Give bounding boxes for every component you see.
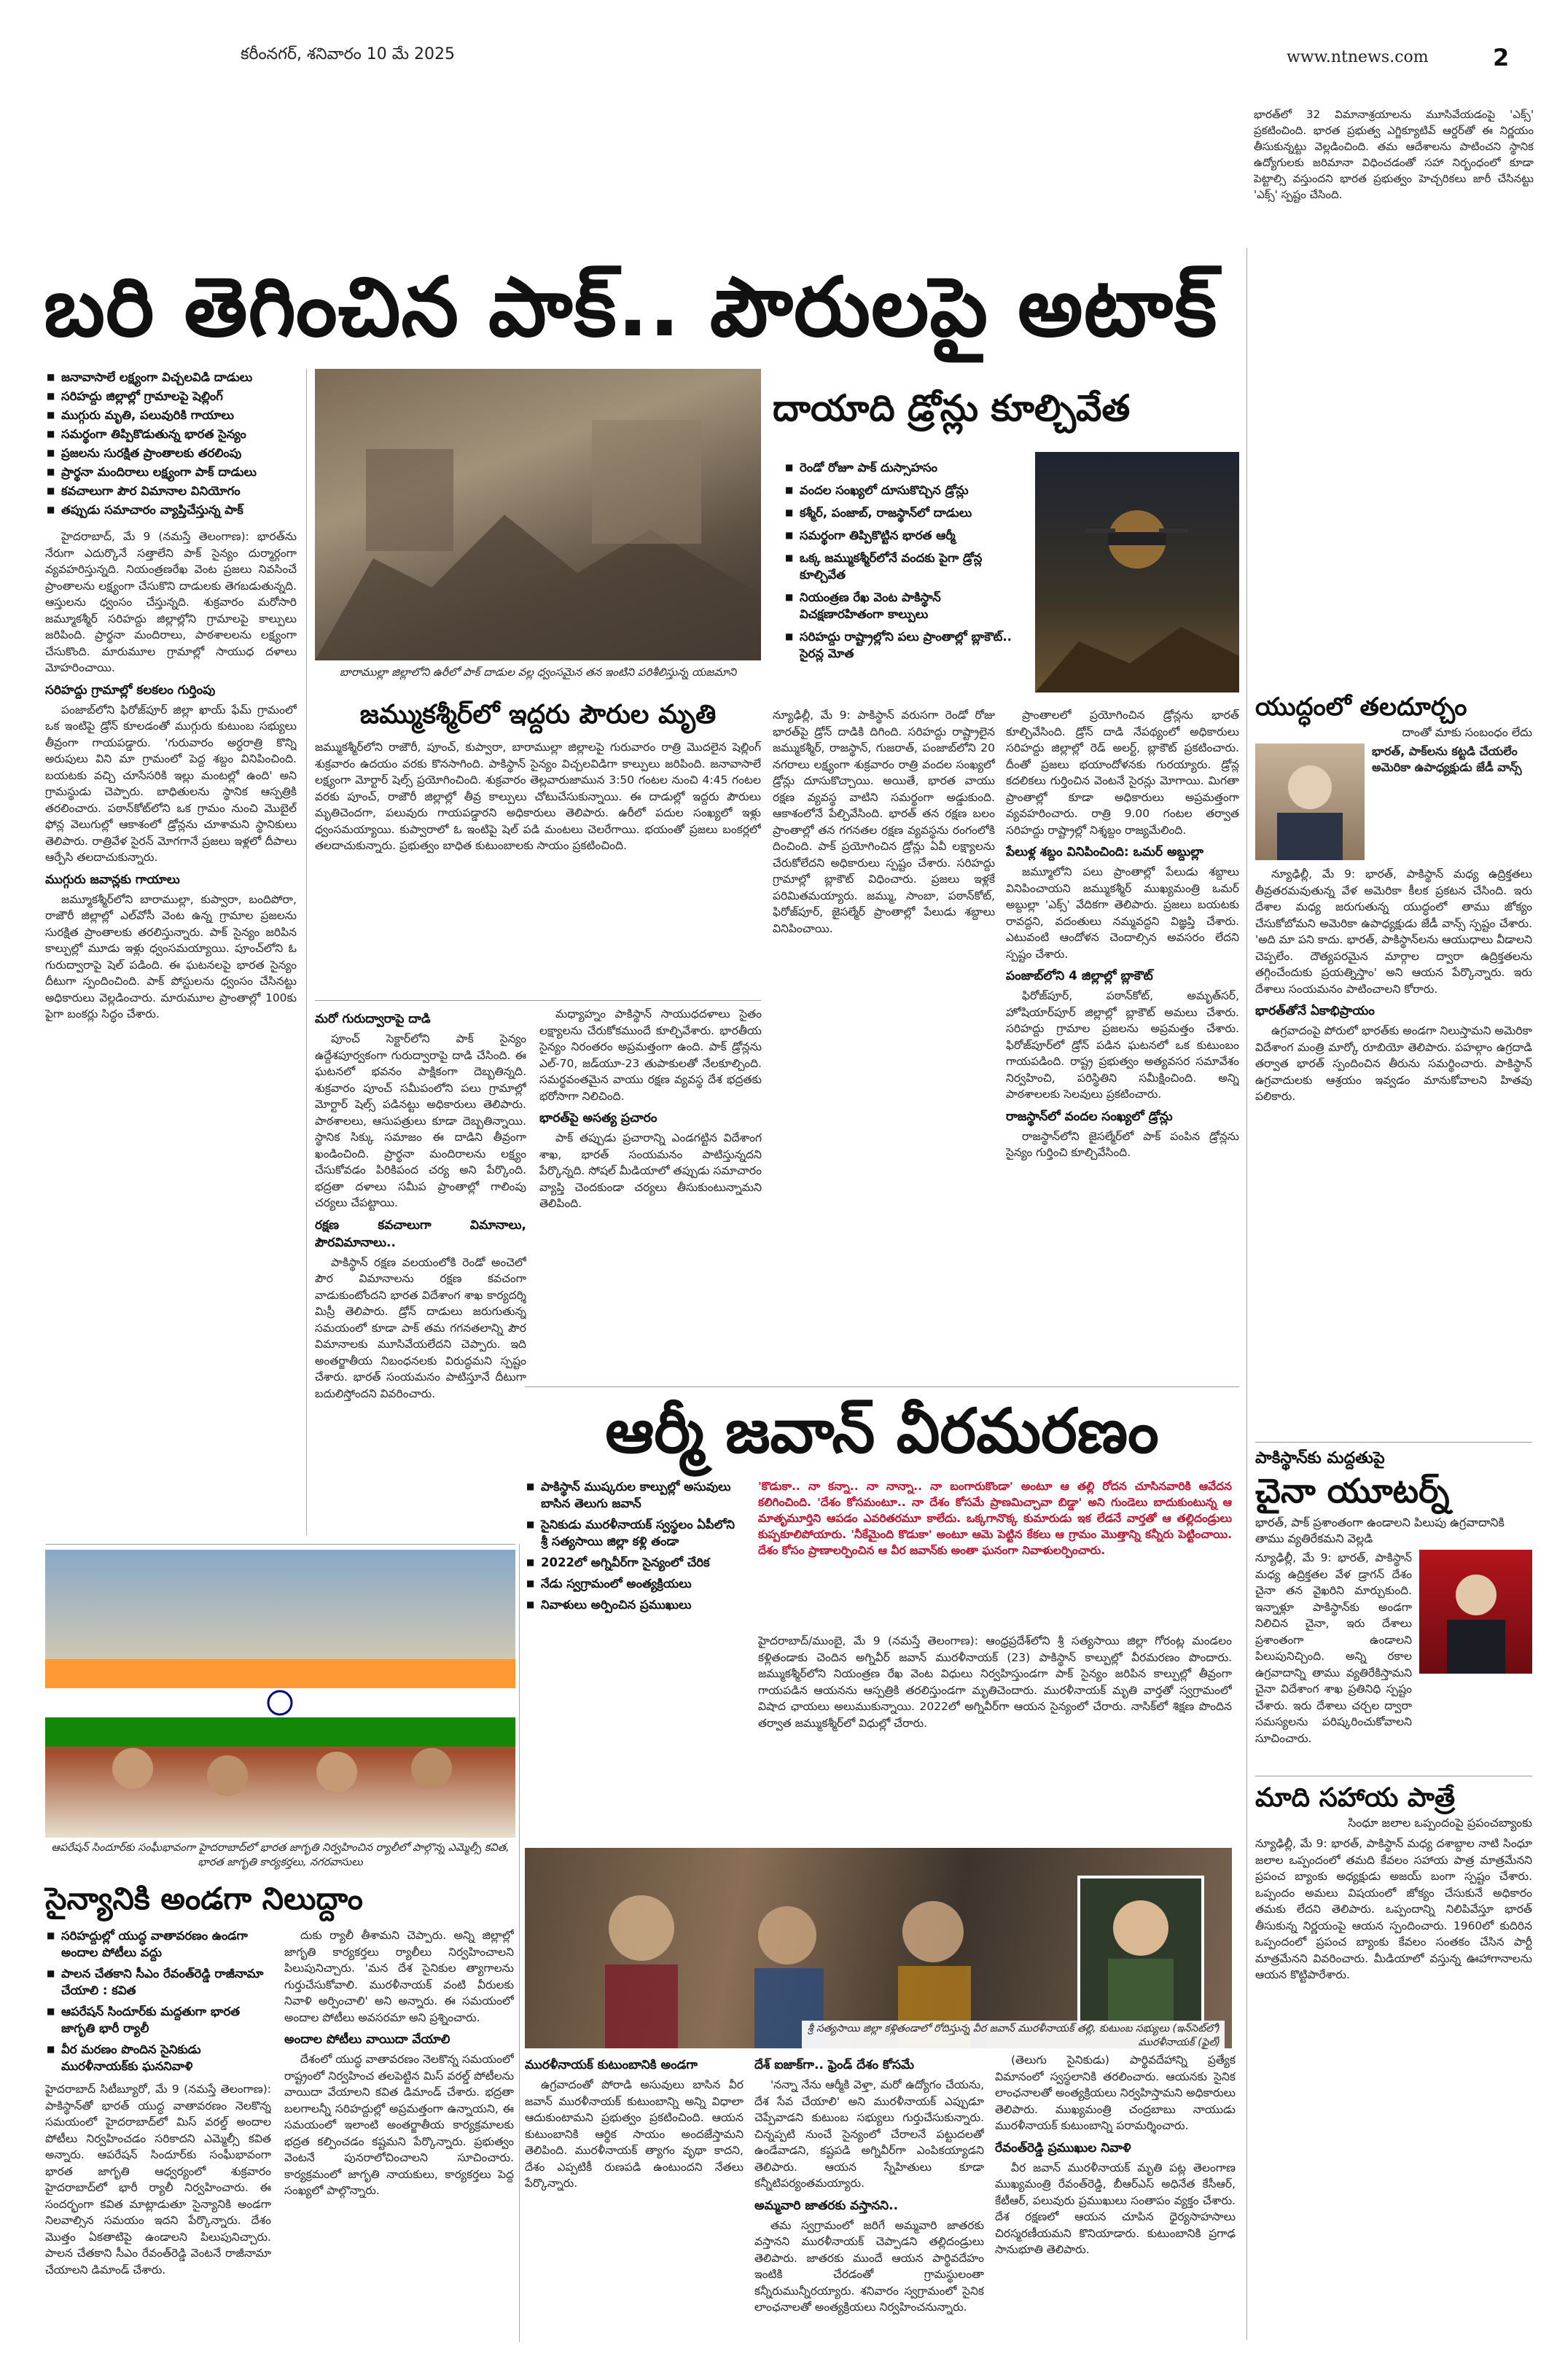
subhead: అందాల పోటీలు వాయిదా వేయాలి — [284, 2032, 450, 2047]
story4-bullets — [525, 1478, 744, 1618]
story3-col-b — [1006, 707, 1239, 1378]
bullet-item: ■ నివాళులు అర్పించిన ప్రముఖులు — [525, 1596, 744, 1613]
sidebar2-headline: చైనా యూటర్న్ — [1255, 1471, 1450, 1510]
sidebar3-body: న్యూఢిల్లీ, మే 9: భారత్, పాకిస్థాన్ మధ్య దశాబ్దాల నాటి సింధూ జలాల ఒప్పందంలో తమది కేవలం సహాయ పాత్ర మాత్రమేనని ప్రపంచ బ్యాంకు అధ్యక్షుడు అజయ్ బంగా స్పష్టం చేశారు. ఒప్పందం అమలు విషయంలో జోక్యం చేసుకునే అధికారం తమకు లేదని తెలిపారు. ఒప్పందాన్ని నిలిపివేస్తూ భారత్ తీసుకున్న నిర్ణయంపై ఆయన స్పందించారు. 1960లో కుదిరిన ఒప్పందంలో ప్రపంచ బ్యాంకు కేవలం సంతకం చేసిన పార్టీ మాత్రమేనని వివరించారు. మీడియాలో వస్తున్న ఊహాగానాలను ఆయన కొట్టిపారేశారు. — [1255, 1837, 1532, 1981]
story5-photo-caption: ఆపరేషన్ సిందూర్‌కు సంఘీభావంగా హైదరాబాద్‌లో భారత జాగృతి నిర్వహించిన ర్యాలీలో పాల్గొన్న ఎమ్మెల్సీ కవిత, భారత జాగృతి కార్యకర్తలు, నగరవాసులు — [51, 1842, 510, 1868]
story3-bullets — [784, 459, 1024, 668]
story2-col-a — [315, 1006, 526, 1516]
main-headline: బరి తెగించిన పాక్.. పౌరులపై అటాక్ — [44, 260, 1218, 355]
bullet-item: ■ వందల సంఖ్యలో దూసుకొచ్చిన డ్రోన్లు — [784, 482, 1024, 499]
story4-col-c — [995, 2052, 1236, 2344]
bullet-item: ■ సరిహద్దుల్లో యుద్ధ వాతావరణం ఉండగా అందాల పోటీలు వద్దు — [45, 1927, 271, 1961]
drone-icon — [1035, 452, 1239, 692]
story1-bullets — [45, 369, 297, 518]
bullet-item: ■ తప్పుడు సమాచారం వ్యాప్తిచేస్తున్న పాక్ — [45, 502, 297, 518]
paragraph: పాకిస్థాన్ రక్షణ వలయంలోకి రెండో అంచెలో పౌర విమానాలను రక్షణ కవచంగా వాడుకుంటోందని భారత విదేశాంగ శాఖ కార్యదర్శి మిస్రీ తెలిపారు. డ్రోన్ దాడులు జరుగుతున్న సమయంలో కూడా పాక్ తమ గగనతలాన్ని పౌర విమానాలకు మూసివేయలేదని చెప్పారు. ఇది అంతర్జాతీయ నిబంధనలకు విరుద్ధమని స్పష్టం చేశారు. భారత్ సంయమనం పాటిస్తూనే దీటుగా బదులిస్తోందని వివరించారు. — [315, 1255, 526, 1400]
story2-photo — [315, 369, 761, 660]
mourning-family-photo-icon — [525, 1848, 1232, 2048]
website-link[interactable]: www.ntnews.com — [1287, 48, 1429, 66]
sidebar1-headline: యుద్ధంలో తలదూర్చం — [1255, 692, 1467, 722]
subhead: మురళీనాయక్ కుటుంబానికి అండగా — [525, 2058, 698, 2072]
masthead — [0, 0, 1557, 80]
bullet-item: ■ రెండో రోజూ పాక్ దుస్సాహసం — [784, 459, 1024, 476]
bullet-item: ■ జనావాసాలే లక్ష్యంగా విచ్చలవిడి దాడులు — [45, 369, 297, 386]
sidebar3-kicker: సింధూ జలాల ఒప్పందంపై ప్రపంచబ్యాంకు — [1348, 1816, 1532, 1830]
subhead: అమ్మవారి జాతరకు వస్తానని.. — [754, 2198, 899, 2213]
dateline: కరీంనగర్, శనివారం 10 మే 2025 — [241, 45, 456, 63]
paragraph: దేశంలో యుద్ధ వాతావరణం నెలకొన్న సమయంలో రాష్ట్రంలో నిర్వహించ తలపెట్టిన మిస్ వరల్డ్ పోటీలను వాయిదా వేయాలని కవిత డిమాండ్ చేశారు. భద్రతా బలగాలన్నీ సరిహద్దుల్లో అప్రమత్తంగా ఉన్నాయని, ఈ సమయంలో ఇలాంటి అంతర్జాతీయ కార్యక్రమాలకు భద్రత కల్పించడం కష్టమని పేర్కొన్నారు. ప్రభుత్వం వెంటనే పునరాలోచించాలని సూచించారు. కార్యక్రమంలో జాగృతి నాయకులు, కార్యకర్తలు పెద్ద సంఖ్యలో పాల్గొన్నారు. — [284, 2053, 514, 2197]
bullet-item: ■ సరిహద్దు రాష్ట్రాల్లోని పలు ప్రాంతాల్లో బ్లాకౌట్.. సైరన్ల మోత — [784, 628, 1024, 662]
paragraph: న్యూఢిల్లీ, మే 9: భారత్, పాకిస్థాన్ మధ్య ఉద్రిక్తతలు తీవ్రతరమవుతున్న వేళ అమెరికా కీలక ప్రకటన చేసింది. ఇరు దేశాల మధ్య జరుగుతున్న యుద్ధంలో తాము జోక్యం చేసుకోబోమని అమెరికా ఉపాధ్యక్షుడు జేడీ వాన్స్ స్పష్టం చేశారు. 'అది మా పని కాదు. భారత్, పాకిస్థాన్‌లను ఆయుధాలు వీడాలని చెప్పలేం. దౌత్యపరమైన మార్గాల ద్వారా ఉద్రిక్తతలను తగ్గించేందుకు ప్రయత్నిస్తాం' అని ఆయన పేర్కొన్నారు. ఇరు దేశాలు సంయమనం పాటించాలని కోరారు. — [1255, 867, 1532, 996]
bullet-item: ■ 2022లో అగ్నివీర్‌గా సైన్యంలో చేరిక — [525, 1554, 744, 1571]
subhead: మరో గురుద్వారాపై దాడి — [315, 1012, 431, 1026]
bullet-item: ■ కశ్మీర్, పంజాబ్, రాజస్థాన్‌లో దాడులు — [784, 504, 1024, 521]
bullet-item: ■ సరిహద్దు జిల్లాల్లో గ్రామాలపై షెల్లింగ్ — [45, 388, 297, 405]
paragraph: వీర జవాన్ మురళీనాయక్ మృతి పట్ల తెలంగాణ ముఖ్యమంత్రి రేవంత్‌రెడ్డి, బీఆర్‌ఎస్ అధినేత కేసీఆర్, కేటీఆర్, పలువురు ప్రముఖులు సంతాపం వ్యక్తం చేశారు. దేశ రక్షణలో ఆయన చూపిన ధైర్యసాహసాలు చిరస్మరణీయమని కొనియాడారు. కుటుంబానికి ప్రగాఢ సానుభూతి తెలిపారు. — [995, 2161, 1236, 2256]
sidebar1-photo — [1255, 744, 1365, 860]
paragraph: జమ్మూకశ్మీర్‌లోని బారాముల్లా, కుప్వారా, బందిపోరా, రాజౌరీ జిల్లాల్లో ఎల్‌వోసీ వెంట ఉన్న గ్రామాల ప్రజలను సురక్షిత ప్రాంతాలకు తరలిస్తున్నారు. పాక్ సైన్యం జరిపిన కాల్పుల్లో మూడు ఇళ్లు ధ్వంసమయ్యాయి. పూంచ్‌లోని ఓ గురుద్వారాపై షెల్ పడింది. ఈ ఘటనలపై భారత సైన్యం దీటుగా స్పందించింది. పాక్ పోస్టులను ధ్వంసం చేసినట్టు అధికారులు వెల్లడించారు. మారుమూల ప్రాంతాల్లో 100కు పైగా బంకర్లు సిద్ధం చేశారు. — [45, 892, 297, 1021]
story4-col-b — [754, 2052, 984, 2344]
sidebar3-headline: మాది సహాయ పాత్రే — [1255, 1783, 1456, 1813]
sidebar2-kicker: పాకిస్థాన్‌కు మద్దతుపై — [1255, 1449, 1385, 1467]
story4-col-a — [525, 2052, 744, 2344]
subhead: పేలుళ్ల శబ్దం వినిపించింది: ఒమర్ అబ్దుల్లా — [1006, 845, 1204, 859]
story2-headline: జమ్ముకశ్మీర్‌లో ఇద్దరు పౌరుల మృతి — [359, 700, 717, 730]
story5-bullets — [45, 1927, 271, 2079]
bullet-item: ■ నియంత్రణ రేఖ వెంట పాకిస్థాన్ విచక్షణారహితంగా కాల్పులు — [784, 589, 1024, 623]
bullet-item: ■ సైనికుడు మురళీనాయక్ స్వస్థలం ఏపీలోని శ్రీ సత్యసాయి జిల్లా కళ్లి తండా — [525, 1516, 744, 1550]
paragraph: మధ్యాహ్నం పాకిస్థాన్ సాయుధదళాలు సైతం లక్ష్యాలను చేరుకోకముందే కూల్చివేశారు. భారతీయ సైన్యం నిరంతరం అప్రమత్తంగా ఉంది. పాక్ డ్రోన్లను ఎల్‌-70, జడ్‌యూ-23 తుపాకులతో నేలకూల్చింది. సమర్థవంతమైన వాయు రక్షణ వ్యవస్థ దేశ భద్రతకు భరోసాగా నిలిచింది. — [539, 1007, 762, 1103]
bullet-item: ■ పాలన చేతకాని సీఎం రేవంత్‌రెడ్డి రాజీనామా చేయాలి : కవిత — [45, 1965, 271, 1999]
bullet-item: ■ వీర మరణం పొందిన సైనికుడు మురళీనాయక్‌కు ఘననివాళి — [45, 2041, 271, 2075]
paragraph: ప్రాంతాలలో ప్రయోగించిన డ్రోన్లను భారత్ కూల్చివేసింది. డ్రోన్ దాడి నేపథ్యంలో అధికారులు సరిహద్దు జిల్లాల్లో రెడ్ అలర్ట్, బ్లాకౌట్ ప్రకటించారు. దీంతో ప్రజలు భయాందోళనకు గురయ్యారు. డ్రోన్ల కదలికలు గుర్తించిన వెంటనే సైరన్లు మోగాయి. మిగతా ప్రాంతాల్లో కూడా అధికారులు అప్రమత్తంగా వ్యవహరించారు. రాత్రి 9.00 గంటల తర్వాత సరిహద్దు రాష్ట్రాల్లో నిశ్శబ్దం రాజ్యమేలింది. — [1006, 709, 1239, 837]
bullet-item: ■ కవచాలుగా పౌర విమానాల వినియోగం — [45, 483, 297, 499]
sidebar2-body: న్యూఢిల్లీ, మే 9: భారత్, పాకిస్థాన్ మధ్య ఉద్రిక్తతల వేళ డ్రాగన్ దేశం చైనా తన వైఖరిని మార్చుకుంది. ఇన్నాళ్లూ పాకిస్థాన్‌కు అండగా నిలిచిన చైనా, ఇరు దేశాలు ప్రశాంతంగా ఉండాలని పిలుపునిచ్చింది. అన్ని రకాల ఉగ్రవాదాన్ని తాము వ్యతిరేకిస్తామని చైనా విదేశాంగ శాఖ ప్రతినిధి స్పష్టం చేశారు. ఇరు దేశాలు చర్చల ద్వారా సమస్యలను పరిష్కరించుకోవాలని సూచించారు. — [1255, 1551, 1412, 1745]
bullet-item: ■ ముగ్గురు మృతి, పలువురికి గాయాలు — [45, 407, 297, 424]
subhead: ముగ్గురు జవాన్లకు గాయాలు — [45, 872, 180, 887]
top-brief: భారత్‌లో 32 విమానాశ్రయాలను మూసివేయడంపై 'ఎక్స్' ప్రకటించింది. భారత ప్రభుత్వ ఎగ్జిక్యూటివ్ ఆర్డర్‌తో ఈ నిర్ణయం తీసుకున్నట్టు వెల్లడించింది. తమ ఆదేశాలను పాటించని స్థానిక ఉద్యోగులకు జరిమానా విధించడంతో సహా నిర్బంధంలో కూడా పెట్టాల్సి వస్తుందని భారత ప్రభుత్వం హెచ్చరికలు జారీ చేసినట్టు 'ఎక్స్' స్పష్టం చేసింది. — [1254, 108, 1534, 201]
subhead: సరిహద్దు గ్రామాల్లో కలకలం గుర్తింపు — [45, 682, 216, 698]
paragraph: ఉగ్రవాదంతో పోరాడి అసువులు బాసిన వీర జవాన్ మురళీనాయక్ కుటుంబాన్ని అన్ని విధాలా ఆదుకుంటామని ప్రభుత్వం ప్రకటించింది. ఆయన కుటుంబానికి ఆర్థిక సాయం అందజేస్తామని తెలిపింది. మురళీనాయక్ త్యాగం వృథా కాదని, దేశం ఎప్పటికీ రుణపడి ఉంటుందని నేతలు పేర్కొన్నారు. — [525, 2078, 744, 2190]
paragraph: ఫిరోజ్‌పూర్, పఠాన్‌కోట్, అమృత్‌సర్, హోషియార్‌పూర్ జిల్లాల్లో బ్లాకౌట్ అమలు చేశారు. సరిహద్దు గ్రామాల ప్రజలను అప్రమత్తం చేశారు. ఫిరోజ్‌పూర్‌లో డ్రోన్ పడిన ఘటనలో ఒక కుటుంబం గాయపడింది. రాష్ట్ర ప్రభుత్వం అత్యవసర సమావేశం నిర్వహించి, పరిస్థితిని సమీక్షించింది. అన్ని పాఠశాలలకు సెలవులు ప్రకటించారు. — [1006, 989, 1239, 1101]
subhead: రాజస్థాన్‌లో వందల సంఖ్యలో డ్రోన్లు — [1006, 1109, 1173, 1124]
subhead: రక్షణ కవచాలుగా విమానాలు, పౌరవిమానాలు.. — [315, 1217, 526, 1250]
bullet-item: ■ ప్రార్థనా మందిరాలు లక్ష్యంగా పాక్ దాడులు — [45, 464, 297, 480]
story2-photo-caption: బారాముల్లా జిల్లాలోని ఉరీలో పాక్ దాడుల వల్ల ధ్వంసమైన తన ఇంటిని పరిశీలిస్తున్న యజమాని — [339, 666, 737, 679]
bullet-item: ■ సమర్థంగా తిప్పికొడుతున్న భారత సైన్యం — [45, 426, 297, 442]
story5-headline: సైన్యానికి అండగా నిలుద్దాం — [45, 1881, 363, 1916]
story4-red-quote: 'కొడుకా.. నా కన్నా.. నా నాన్నా.. నా బంగారుకొండా' అంటూ ఆ తల్లి రోదన చూసినవారికి ఆవేదన కలిగించింది. 'దేశం కోసమంటూ.. నా దేశం కోసమే ప్రాణమిచ్చావా బిడ్డా' అని గుండెలు బాదుకుంటున్న ఆ మాతృమూర్తిని ఆపడం ఎవరితరమూ కాలేదు. ఒక్కగానొక్క కుమారుడు ఇక లేడనే వార్తతో ఆ తల్లిదండ్రులు కుప్పకూలిపోయారు. 'నీకేమైంది కొడుకా' అంటూ ఆమె పెట్టిన కేకలు ఆ గ్రామం మొత్తాన్ని కన్నీరు పెట్టించాయి. దేశం కోసం ప్రాణాలర్పించిన ఆ వీర జవాన్‌కు అంతా ఘనంగా నివాళులర్పించారు. — [758, 1480, 1232, 1557]
sidebar1-body — [1255, 866, 1532, 1274]
paragraph: ఉగ్రవాదంపై పోరులో భారత్‌కు అండగా నిలుస్తామని అమెరికా విదేశాంగ మంత్రి మార్కో రూబియో తెలిపారు. పహల్గాం ఉగ్రదాడి తర్వాత భారత్ స్పందించిన తీరును సమర్థించారు. పాకిస్థాన్ ఉగ్రవాదులకు ఆశ్రయం ఇవ్వడం మానుకోవాలని హితవు పలికారు. — [1255, 1024, 1532, 1103]
paragraph: పంజాబ్‌లోని ఫిరోజ్‌పూర్ జిల్లా ఖాయ్ ఫేమ్ గ్రామంలో ఒక ఇంటిపై డ్రోన్ కూలడంతో ముగ్గురు కుటుంబ సభ్యులు తీవ్రంగా గాయపడ్డారు. 'గురువారం అర్ధరాత్రి కొన్ని అరుపులు విని మా గ్రామంలో పెద్ద శబ్దం వినిపించింది. బయటకు వచ్చి చూసేసరికి ఇల్లు మంటల్లో ఉంది' అని గ్రామస్థుడు చెప్పారు. బాధితులను స్థానిక ఆస్పత్రికి తరలించారు. పఠాన్‌కోట్‌లోని ఒక గ్రామం నుంచి మొబైల్ ఫోన్ల వెలుగుల్లో ఆకాశంలో డ్రోన్లను చూశామని స్థానికులు తెలిపారు. రాత్రివేళ సైరన్ మోగగానే ప్రజలు ఇళ్లలో దీపాలు ఆర్పేసి తలదాచుకున్నారు. — [45, 703, 297, 864]
bullet-item: ■ నేడు స్వగ్రామంలో అంత్యక్రియలు — [525, 1575, 744, 1592]
story1-body — [45, 528, 297, 1534]
story4-headline: ఆర్మీ జవాన్ వీరమరణం — [605, 1395, 1159, 1467]
rubble-photo-icon — [315, 369, 761, 660]
sidebar2-deck: భారత్, పాక్ ప్రశాంతంగా ఉండాలని పిలుపు ఉగ్రవాదానికి తాము వ్యతిరేకమని వెల్లడి — [1255, 1515, 1505, 1545]
paragraph: (తెలుగు సైనికుడు) పార్థివదేహాన్ని ప్రత్యేక విమానంలో స్వస్థలానికి తరలించారు. ఆయనకు సైనిక లాంఛనాలతో అంత్యక్రియలు నిర్వహిస్తామని అధికారులు తెలిపారు. ముఖ్యమంత్రి చంద్రబాబు నాయుడు మురళీనాయక్ కుటుంబాన్ని పరామర్శించారు. — [995, 2053, 1236, 2132]
subhead: రేవంత్‌రెడ్డి ప్రముఖుల నివాళి — [995, 2140, 1131, 2155]
paragraph: జమ్మూలోని పలు ప్రాంతాల్లో పేలుడు శబ్దాలు వినిపించాయని జమ్ముకశ్మీర్ ముఖ్యమంత్రి ఒమర్ అబ్దుల్లా 'ఎక్స్' వేదికగా తెలిపారు. ప్రజలు బయటకు రావద్దని, వదంతులు నమ్మవద్దని విజ్ఞప్తి చేశారు. ఎటువంటి ఆందోళన చెందాల్సిన అవసరం లేదని స్పష్టం చేశారు. — [1006, 865, 1239, 961]
portrait-icon — [1255, 744, 1365, 860]
story3-headline: దాయాది డ్రోన్లు కూల్చివేత — [773, 387, 1131, 429]
paragraph: పూంచ్ సెక్టార్‌లోని పాక్ సైన్యం ఉద్దేశపూర్వకంగా గురుద్వారాపై దాడి చేసింది. ఈ ఘటనలో భవనం పాక్షికంగా దెబ్బతిన్నది. శుక్రవారం పూంచ్ సమీపంలోని పలు గ్రామాల్లో మోర్టార్ షెల్స్ పడినట్టు అధికారులు తెలిపారు. పాఠశాలలు, ఆసుపత్రులు కూడా దెబ్బతిన్నాయి. స్థానిక సిక్కు సమాజం ఈ దాడిని తీవ్రంగా ఖండించింది. ప్రార్థనా మందిరాలను లక్ష్యం చేసుకోవడం పిరికిపంద చర్య అని పేర్కొంది. భద్రతా దళాలు సమీప ప్రాంతాల్లో గాలింపు చర్యలు చేపట్టాయి. — [315, 1032, 526, 1209]
bullet-item: ■ ప్రజలను సురక్షిత ప్రాంతాలకు తరలింపు — [45, 445, 297, 461]
bullet-item: ■ పాకిస్థాన్ ముష్కరుల కాల్పుల్లో అసువులు బాసిన తెలుగు జవాన్ — [525, 1478, 744, 1512]
sidebar2-photo — [1419, 1550, 1532, 1674]
page-number: 2 — [1493, 44, 1510, 71]
rally-crowd-photo-icon — [45, 1550, 515, 1838]
paragraph: 'నన్నా నేను ఆర్మీకి వెళ్తా, మరో ఉద్యోగం చేయను, దేశ సేవ చేయాలి' అని మురళీనాయక్ ఎప్పుడూ చెప్పేవాడని కుటుంబ సభ్యులు గుర్తుచేసుకున్నారు. చిన్నప్పటి నుంచే సైన్యంలో చేరాలనే పట్టుదలతో ఉండేవాడని, కష్టపడి అగ్నివీర్‌గా ఎంపికయ్యాడని తెలిపారు. ఆయన స్నేహితులు కూడా కన్నీటిపర్యంతమయ్యారు. — [754, 2078, 984, 2190]
story5-body-a: హైదరాబాద్ సిటీబ్యూరో, మే 9 (నమస్తే తెలంగాణ): పాకిస్థాన్‌తో భారత్ యుద్ధ వాతావరణం నెలకొన్న సమయంలో హైదరాబాద్‌లో మిస్ వరల్డ్ అందాల పోటీలు నిర్వహించడం సరికాదని ఎమ్మెల్సీ కవిత అన్నారు. ఆపరేషన్ సిందూర్‌కు సంఘీభావంగా భారత జాగృతి ఆధ్వర్యంలో శుక్రవారం హైదరాబాద్‌లో భారీ ర్యాలీ నిర్వహించారు. ఈ సందర్భంగా కవిత మాట్లాడుతూ సైన్యానికి అండగా నిలవాల్సిన సమయం ఇదని పేర్కొన్నారు. దేశం మొత్తం ఏకతాటిపై ఉండాలని పిలుపునిచ్చారు. పాలన చేతకాని సీఎం రేవంత్‌రెడ్డి వెంటనే రాజీనామా చేయాలని డిమాండ్ చేశారు. — [45, 2083, 271, 2276]
sidebar1 — [1255, 691, 1532, 1201]
story4-photo — [525, 1848, 1232, 2048]
portrait-icon — [1419, 1550, 1532, 1674]
subhead: భారత్‌పై అసత్య ప్రచారం — [539, 1111, 657, 1125]
sidebar2 — [1255, 1448, 1532, 1754]
sidebar1-kicker: దాంతో మాకు సంబంధం లేదు — [1402, 725, 1532, 739]
subhead: దేశ్ ఐజాక్‌గా.. ఫ్రెండ్ దేశం కోసమే — [754, 2058, 915, 2072]
bullet-item: ■ ఆపరేషన్ సిందూర్‌కు మద్దతుగా భారత జాగృతి భారీ ర్యాలీ — [45, 2003, 271, 2037]
story5-body-b — [284, 1927, 514, 2343]
story3-col-a: న్యూఢిల్లీ, మే 9: పాకిస్థాన్ వరుసగా రెండో రోజు భారత్‌పై డ్రోన్ దాడికి దిగింది. సరిహద్దు రాష్ట్రాలైన జమ్ముకశ్మీర్, రాజస్థాన్, గుజరాత్, పంజాబ్‌లోని 20 నగరాలు లక్ష్యంగా శుక్రవారం రాత్రి వందల సంఖ్యలో డ్రోన్లు దూసుకొచ్చాయి. అయితే, భారత వాయు రక్షణ వ్యవస్థ వాటిని సమర్థంగా అడ్డుకుంది. ఆకాశంలోనే పేల్చివేసింది. భారత్ తన రక్షణ బలం ప్రాంతాల్లో తన గగనతల రక్షణ వ్యవస్థను రంగంలోకి దించింది. పాక్ ప్రయోగించిన డ్రోన్లు ఏవీ లక్ష్యాలను చేరుకోలేదని అధికారులు స్పష్టం చేశారు. సరిహద్దు గ్రామాల్లో బ్లాకౌట్ విధించారు. ప్రజలు ఇళ్లకే పరిమితమయ్యారు. జమ్ము, సాంబా, పఠాన్‌కోట్, ఫిరోజ్‌పూర్, జైసల్మేర్ ప్రాంతాల్లో పేలుడు శబ్దాలు వినిపించాయి. — [773, 709, 995, 935]
story3-drone-photo — [1035, 452, 1239, 692]
story2-body-top: జమ్ముకశ్మీర్‌లోని రాజౌరీ, పూంచ్, కుప్వారా, బారాముల్లా జిల్లాలపై గురువారం రాత్రి మొదలైన షెల్లింగ్ శుక్రవారం ఉదయం వరకు కొనసాగింది. పాకిస్థాన్ సైన్యం విచ్చలవిడిగా కాల్పులు జరిపింది. జనావాసాలే లక్ష్యంగా మోర్టార్ షెల్స్ ప్రయోగించింది. శుక్రవారం తెల్లవారుజామున 3:50 గంటల నుంచి 4:45 గంటల వరకు పూంచ్, రాజౌరీ జిల్లాల్లో తీవ్ర కాల్పులు చోటుచేసుకున్నాయి. ఈ దాడుల్లో ఇద్దరు పౌరులు మృతిచెందగా, పలువురు గాయపడ్డారని అధికారులు తెలిపారు. ఉరీలో పదుల సంఖ్యలో ఇళ్లు ధ్వంసమయ్యాయి. కుప్వారాలో ఓ ఇంటిపై షెల్ పడి మంటలు చెలరేగాయి. భయంతో ప్రజలు బంకర్లలో తలదాచుకున్నారు. ప్రభుత్వం బాధిత కుటుంబాలకు సాయం ప్రకటించింది. — [315, 741, 761, 852]
story4-photo-caption: శ్రీ సత్యసాయి జిల్లా కళ్లితండాలో రోదిస్తున్న వీర జవాన్ మురళీనాయక్ తల్లి, కుటుంబ సభ్యులు (ఇన్‌సెట్‌లో) మురళీనాయక్ (ఫైల్) — [802, 2021, 1225, 2051]
story1 — [45, 369, 297, 1535]
story5-photo — [45, 1550, 515, 1838]
sidebar3 — [1255, 1782, 1532, 2343]
paragraph: హైదరాబాద్, మే 9 (నమస్తే తెలంగాణ): భారత్‌ను నేరుగా ఎదుర్కొనే సత్తాలేని పాక్ సైన్యం దుర్మార్గంగా వ్యవహరిస్తున్నది. నియంత్రణరేఖ వెంట ప్రజలు నివసించే ప్రాంతాలను లక్ష్యంగా చేసుకొని దాడులకు తెగబడుతున్నది. ఆస్తులను ధ్వంసం చేస్తున్నది. శుక్రవారం మరోసారి జమ్మూకశ్మీర్ సరిహద్దు జిల్లాల్లోని గ్రామాలపై కాల్పులు జరిపింది. ప్రార్థనా మందిరాలు, పాఠశాలలను లక్ష్యంగా చేసుకొంది. మారుమూల గ్రామాల్లో సాయుధ దళాలు మోహరించాయి. — [45, 530, 297, 674]
subhead: పంజాబ్‌లోని 4 జిల్లాల్లో బ్లాకౌట్ — [1006, 969, 1153, 983]
sidebar1-deck: భారత్, పాక్‌లను కట్టడి చేయలేం అమెరికా ఉపాధ్యక్షుడు జేడీ వాన్స్ — [1372, 744, 1522, 774]
bullet-item: ■ ఒక్క జమ్ముకశ్మీర్‌లోనే వందకు పైగా డ్రోన్ల కూల్చివేత — [784, 550, 1024, 583]
paragraph: పాక్ తప్పుడు ప్రచారాన్ని ఎండగట్టిన విదేశాంగ శాఖ, భారత్ సంయమనం పాటిస్తున్నదని పేర్కొన్నది. సోషల్ మీడియాలో తప్పుడు సమాచారం వ్యాప్తి చెందకుండా చర్యలు తీసుకుంటున్నామని తెలిపింది. — [539, 1131, 762, 1210]
subhead: భారత్‌తోనే ఏకాభిప్రాయం — [1255, 1004, 1375, 1018]
story4-intro: హైదరాబాద్/ముంబై, మే 9 (నమస్తే తెలంగాణ): ఆంధ్రప్రదేశ్‌లోని శ్రీ సత్యసాయి జిల్లా గోరంట్ల మండలం కళ్లితండాకు చెందిన అగ్నివీర్ జవాన్ మురళీనాయక్ (23) పాకిస్థాన్ కాల్పుల్లో వీరమరణం పొందారు. జమ్ముకశ్మీర్‌లోని నియంత్రణ రేఖ వెంట విధులు నిర్వహిస్తుండగా పాక్ సైన్యం జరిపిన కాల్పుల్లో తీవ్రంగా గాయపడిన ఆయనను ఆస్పత్రికి తరలిస్తుండగా మృతిచెందారు. మురళీనాయక్ మృతి వార్తతో స్వగ్రామంలో విషాద ఛాయలు అలుముకున్నాయి. 2022లో అగ్నివీర్‌గా ఆయన సైన్యంలో చేరారు. నాసిక్‌లో శిక్షణ పొందిన తర్వాత జమ్ముకశ్మీర్‌లో విధుల్లో చేరారు. — [758, 1634, 1232, 1730]
paragraph: రాజస్థాన్‌లోని జైసల్మేర్‌లో పాక్ పంపిన డ్రోన్లను సైన్యం గుర్తించి కూల్చివేసింది. — [1006, 1129, 1239, 1159]
bullet-item: ■ సమర్థంగా తిప్పికొట్టిన భారత ఆర్మీ — [784, 527, 1024, 544]
paragraph: దుకు ర్యాలీ తీశామని చెప్పారు. అన్ని జిల్లాల్లో జాగృతి కార్యకర్తలు ర్యాలీలు నిర్వహించాలని పిలుపునిచ్చారు. 'మన దేశ సైనికుల త్యాగాలను గుర్తుచేసుకోవాలి. మురళీనాయక్ వంటి వీరులకు నివాళి అర్పించాలి' అని అన్నారు. ఈ సమయంలో అందాల పోటీలు అవసరమా అని ప్రశ్నించారు. — [284, 1929, 514, 2024]
paragraph: తమ స్వగ్రామంలో జరిగే అమ్మవారి జాతరకు వస్తానని మురళీనాయక్ చెప్పాడని తల్లిదండ్రులు తెలిపారు. జాతరకు ముందే ఆయన పార్థివదేహం ఇంటికి చేరడంతో గ్రామస్థులంతా కన్నీరుమున్నీరయ్యారు. శనివారం స్వగ్రామంలో సైనిక లాంఛనాలతో అంత్యక్రియలు నిర్వహించనున్నారు. — [754, 2218, 984, 2314]
